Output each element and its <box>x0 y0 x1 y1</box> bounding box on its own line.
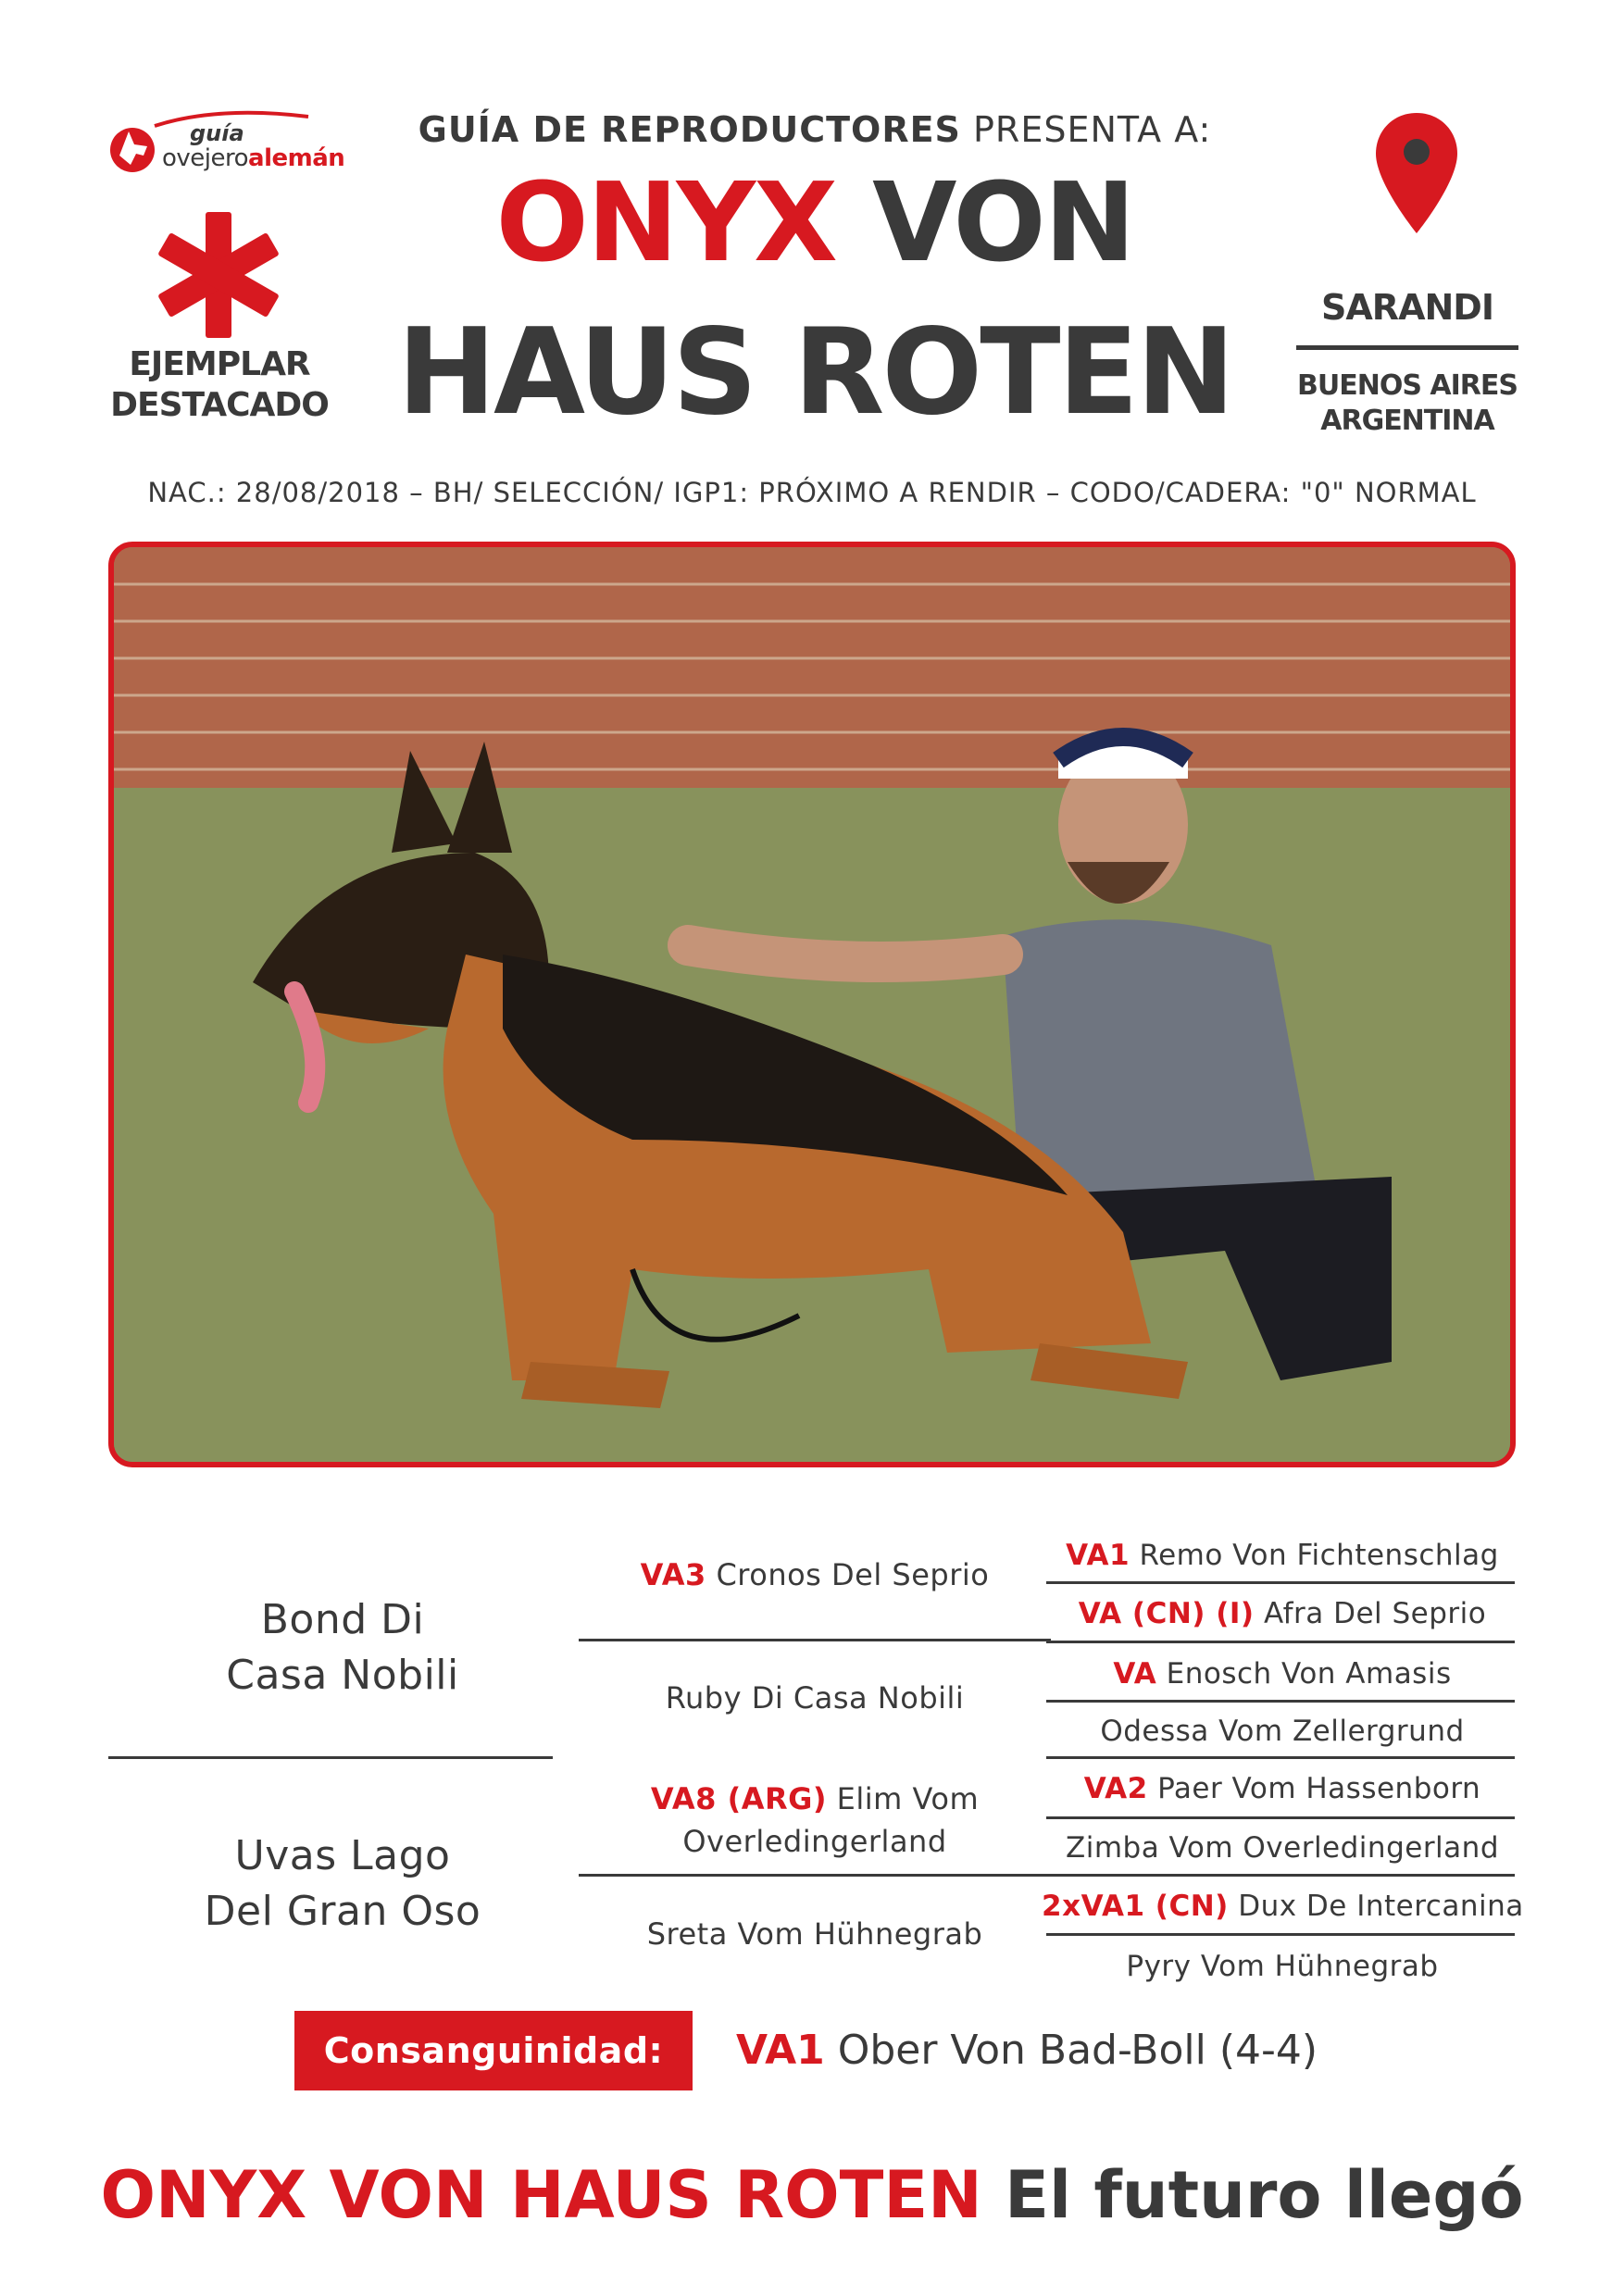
pedigree-divider <box>1046 1933 1515 1936</box>
presenter-line: GUÍA DE REPRODUCTORES PRESENTA A: <box>418 109 1212 150</box>
brand-logo <box>106 109 347 183</box>
pedigree-g3-1: VA1 Remo Von Fichtenschlag <box>1066 1539 1499 1572</box>
pedigree-divider-parents <box>108 1756 553 1759</box>
pedigree-sire: Bond Di Casa Nobili <box>226 1596 459 1699</box>
pedigree-dam-dam: Sreta Vom Hühnegrab <box>646 1916 983 1952</box>
featured-badge <box>102 344 337 426</box>
consanguinidad-label: Consanguinidad: <box>294 2011 693 2090</box>
pedigree-dam: Uvas Lago Del Gran Oso <box>204 1832 481 1935</box>
pedigree-dam-sire: VA8 (ARG) Elim Vom Overledingerland <box>650 1781 980 1859</box>
badge-line2: DESTACADO <box>110 386 329 424</box>
consanguinidad-value: VA1 Ober Von Bad-Boll (4-4) <box>736 2027 1318 2074</box>
pedigree-sire-dam: Ruby Di Casa Nobili <box>665 1680 965 1716</box>
pedigree-divider <box>1046 1756 1515 1759</box>
pedigree-g3-6: Zimba Vom Overledingerland <box>1065 1831 1499 1865</box>
page-title-line1: ONYX VON <box>495 158 1134 286</box>
pedigree-divider <box>1046 1816 1515 1819</box>
location-city: SARANDI <box>1321 287 1493 328</box>
location-divider <box>1296 345 1518 350</box>
pedigree-g3-7: 2xVA1 (CN) Dux De Intercanina <box>1042 1890 1524 1923</box>
pedigree-divider <box>579 1874 1051 1877</box>
birth-info: NAC.: 28/08/2018 – BH/ SELECCIÓN/ IGP1: PRÓXIMO A RENDIR – CODO/CADERA: "0" NORMAL <box>147 477 1477 508</box>
pedigree-sire-sire: VA3 Cronos Del Seprio <box>640 1557 990 1592</box>
pedigree-g3-5: VA2 Paer Vom Hassenborn <box>1083 1772 1481 1805</box>
page-title-line2: HAUS ROTEN <box>396 304 1233 442</box>
badge-line1: EJEMPLAR <box>129 345 310 383</box>
pedigree-divider <box>1046 1700 1515 1703</box>
logo-line2: ovejeroalemán <box>162 144 345 172</box>
pedigree-g3-4: Odessa Vom Zellergrund <box>1100 1715 1465 1748</box>
pedigree-divider <box>1046 1581 1515 1584</box>
footer-slogan: ONYX VON HAUS ROTEN El futuro llegó <box>100 2157 1524 2233</box>
location-pin-icon <box>1370 109 1463 239</box>
location-region: BUENOS AIRES ARGENTINA <box>1297 369 1518 437</box>
pedigree-divider <box>1046 1874 1515 1877</box>
pedigree-divider <box>1046 1641 1515 1643</box>
dog-photo <box>108 542 1516 1467</box>
asterisk-icon <box>154 208 283 338</box>
logo-line1: guía <box>190 120 244 146</box>
pedigree-g3-2: VA (CN) (I) Afra Del Seprio <box>1078 1597 1487 1630</box>
pedigree-g3-3: VA Enosch Von Amasis <box>1113 1657 1452 1691</box>
pedigree-divider <box>579 1639 1051 1641</box>
pedigree-g3-8: Pyry Vom Hühnegrab <box>1126 1950 1439 1983</box>
